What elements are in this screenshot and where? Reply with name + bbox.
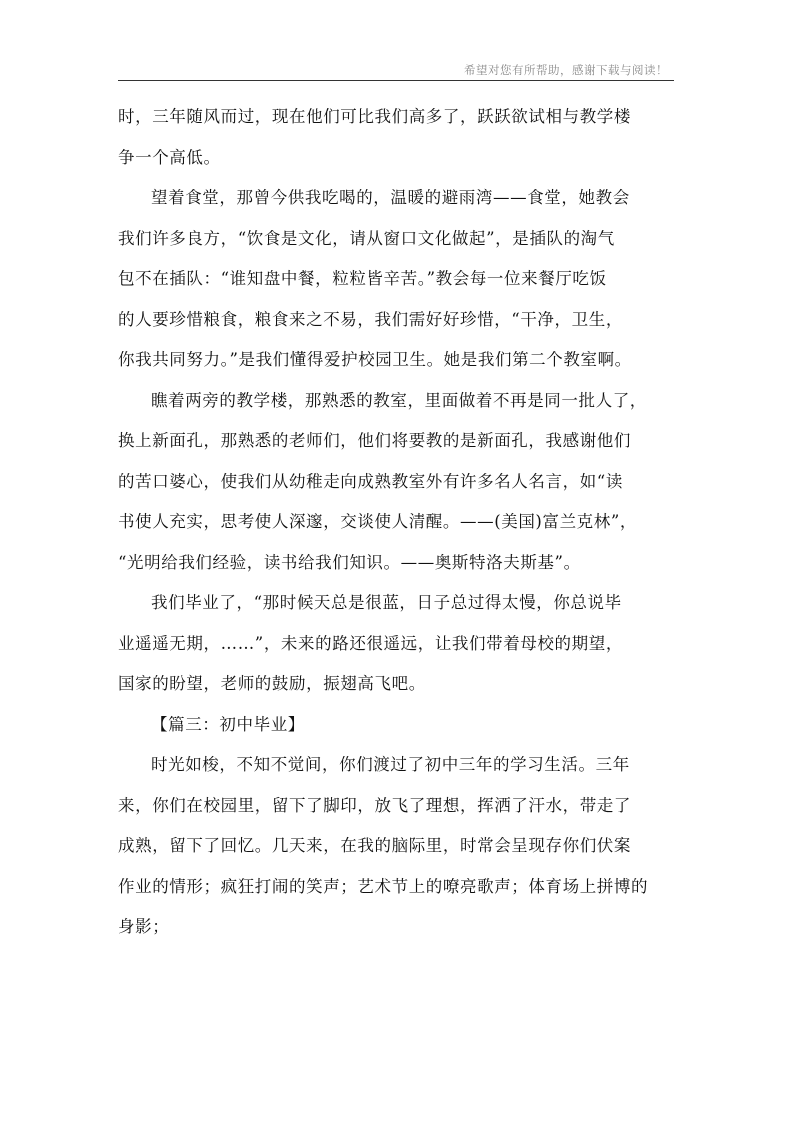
text-line: 成熟，留下了回忆。几天来，在我的脑际里，时常会呈现存你们伏案 [118, 836, 631, 855]
text-line: 业遥遥无期，……”，未来的路还很遥远，让我们带着母校的期望， [118, 633, 623, 653]
text-line: 望着食堂，那曾今供我吃喝的，温暖的避雨湾——食堂，她教会 [151, 188, 630, 207]
text-line: 来，你们在校园里，留下了脚印，放飞了理想，挥洒了汗水，带走了 [118, 795, 631, 815]
text-line: 时光如梭，不知不觉间，你们渡过了初中三年的学习生活。三年 [151, 755, 630, 774]
text-line: 国家的盼望，老师的鼓励，振翅高飞吧。 [118, 674, 426, 693]
text-line: 我们许多良方，“饮食是文化，请从窗口文化做起”，是插队的淘气 [118, 228, 615, 248]
text-line: 的人要珍惜粮食，粮食来之不易，我们需好好珍惜，“干净，卫生， [118, 309, 623, 329]
text-line: 我们毕业了，“那时候天总是很蓝，日子总过得太慢，你总说毕 [151, 593, 622, 612]
text-line: 身影； [118, 917, 170, 936]
text-line: 的苦口婆心，使我们从幼稚走向成熟教室外有许多名人名言，如“读 [118, 471, 623, 491]
document-body [118, 97, 680, 948]
text-line: 包不在插队：“谁知盘中餐，粒粒皆辛苦。”教会每一位来餐厅吃饭 [118, 269, 607, 288]
text-line: 瞧着两旁的教学楼，那熟悉的教室，里面做着不再是同一批人了， [151, 390, 647, 410]
section-heading: 【篇三：初中毕业】 [151, 714, 305, 734]
text-line: 你我共同努力。”是我们懂得爱护校园卫生。她是我们第二个教室啊。 [118, 350, 632, 369]
text-line: “光明给我们经验，读书给我们知识。——奥斯特洛夫斯基”。 [118, 552, 581, 572]
text-line: 书使人充实，思考使人深邃，交谈使人清醒。——(美国)富兰克林”， [118, 512, 638, 531]
text-line: 作业的情形；疯狂打闹的笑声；艺术节上的嘹亮歌声；体育场上拼博的 [118, 876, 649, 896]
text-line: 时，三年随风而过，现在他们可比我们高多了，跃跃欲试相与教学楼 [118, 107, 631, 126]
header-note: 希望对您有所帮助，感谢下载与阅读！ [464, 63, 668, 77]
text-line: 争一个高低。 [118, 147, 221, 167]
text-line: 换上新面孔，那熟悉的老师们，他们将要教的是新面孔，我感谢他们 [118, 431, 631, 450]
page-header [118, 58, 674, 81]
